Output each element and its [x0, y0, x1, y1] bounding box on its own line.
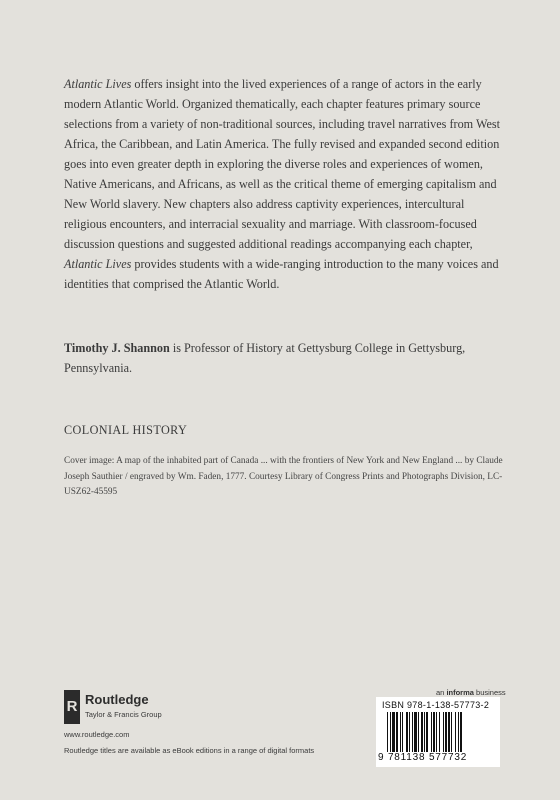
barcode-bar: [455, 712, 456, 752]
subject-category: COLONIAL HISTORY: [64, 423, 188, 437]
publisher-name: Routledge: [85, 692, 149, 707]
barcode-bar: [406, 712, 408, 752]
barcode-bar: [426, 712, 428, 752]
barcode-bar: [433, 712, 435, 752]
barcode-bar: [436, 712, 437, 752]
barcode-bar: [458, 712, 459, 752]
barcode-bar: [424, 712, 425, 752]
barcode-bar: [390, 712, 391, 752]
author-bio-text: is Professor of History at Gettysburg College in Gettysburg, Pennsylvania.: [64, 341, 466, 375]
book-description: [64, 74, 504, 294]
isbn-barcode: [376, 697, 500, 767]
barcode-bar: [396, 712, 398, 752]
cover-image-credit: Cover image: A map of the inhabited part of Canada ... with the frontiers of New York and New England ... by Claude Joseph Sauthier / engraved by Wm. Faden, 1777. Courtesy Library of Congress Prints and Photographs Division, LC-USZ62-45595: [64, 456, 503, 497]
publisher-block: [64, 690, 264, 742]
barcode-icon: [386, 712, 494, 752]
routledge-logo-icon: R: [64, 690, 80, 724]
barcode-bar: [409, 712, 410, 752]
informa-prefix: an: [436, 688, 447, 697]
barcode-bar: [451, 712, 452, 752]
barcode-bar: [421, 712, 423, 752]
barcode-bar: [387, 712, 388, 752]
informa-business-label: [436, 688, 506, 697]
publisher-url: www.routledge.com: [64, 730, 130, 739]
barcode-bar: [414, 712, 417, 752]
barcode-bar: [392, 712, 395, 752]
barcode-bar: [400, 712, 401, 752]
barcode-bar: [402, 712, 403, 752]
book-title-italic: Atlantic Lives: [64, 77, 132, 91]
description-text: offers insight into the lived experiences of a range of actors in the early modern Atlantic World. Organized thematically, each chapter features primary source selections from a variety of non-traditional sources, including travel narratives from West Africa, the Caribbean, and Latin America. The fully revised and expanded second edition goes into even greater depth in exploring the diverse roles and experiences of women, Native Americans, and Africans, as well as the critical theme of emerging capitalism and New World slavery. New chapters also address captivity experiences, intercultural religious encounters, and interracial sexuality and marriage. With classroom-focused discussion questions and suggested additional readings accompanying each chapter,: [64, 77, 501, 251]
isbn-text: ISBN 978-1-138-57773-2: [382, 700, 490, 710]
barcode-bar: [431, 712, 432, 752]
barcode-bar: [412, 712, 413, 752]
barcode-bar: [418, 712, 419, 752]
barcode-bar: [443, 712, 444, 752]
barcode-bar: [439, 712, 440, 752]
description-text: provides students with a wide-ranging introduction to the many voices and identities that comprised the Atlantic World.: [64, 257, 499, 291]
barcode-digits: 9 781138 577732: [378, 752, 468, 763]
description-paragraph: [64, 74, 504, 294]
barcode-bar: [460, 712, 462, 752]
informa-brand: informa: [446, 688, 474, 697]
author-name: Timothy J. Shannon: [64, 341, 170, 355]
barcode-bar: [445, 712, 447, 752]
publisher-group: Taylor & Francis Group: [85, 710, 162, 719]
book-title-italic: Atlantic Lives: [64, 257, 132, 271]
ebook-note: Routledge titles are available as eBook editions in a range of digital formats: [64, 746, 315, 755]
author-bio: [64, 338, 504, 378]
informa-suffix: business: [473, 688, 506, 697]
barcode-bar: [448, 712, 450, 752]
